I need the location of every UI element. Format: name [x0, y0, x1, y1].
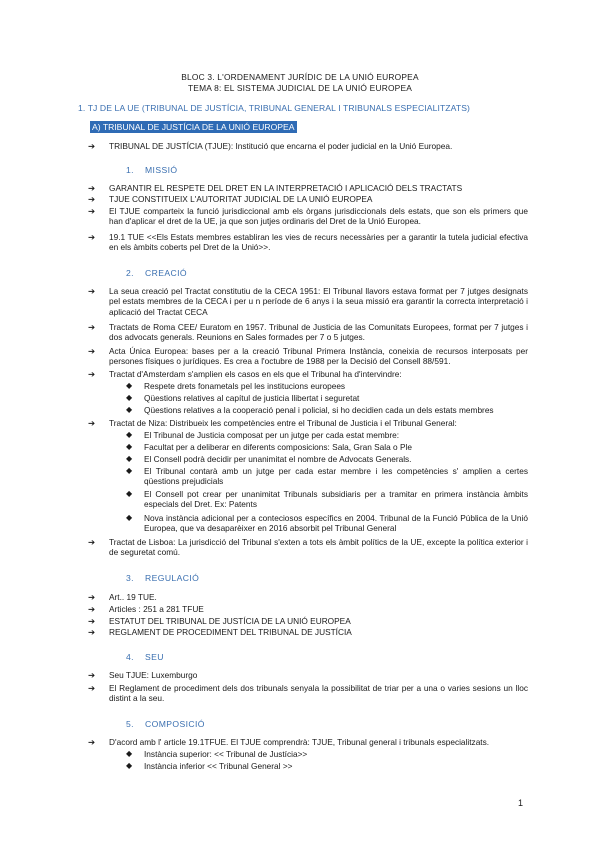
arrow-icon: ➔ — [88, 183, 95, 193]
sub-list-item: ◆ El Consell pot crear per unanimitat Tribunals subsidiaris per a tramitar en primera instància àmbits especials del Dret. Ex: Patents — [126, 489, 528, 510]
list-item: ➔ ESTATUT DEL TRIBUNAL DE JUSTÍCIA DE LA UNIÓ EUROPEA — [88, 616, 351, 626]
arrow-icon: ➔ — [88, 616, 95, 626]
sub-list-item: ◆ Instància inferior << Tribunal General >> — [126, 761, 293, 771]
list-item: ➔ REGLAMENT DE PROCEDIMENT DEL TRIBUNAL DE JUSTÍCIA — [88, 627, 352, 637]
arrow-icon: ➔ — [88, 737, 95, 747]
arrow-icon: ➔ — [88, 683, 95, 693]
list-item: ➔ TJUE CONSTITUEIX L'AUTORITAT JUDICIAL DE LA UNIÓ EUROPEA — [88, 194, 373, 204]
arrow-icon: ➔ — [88, 369, 95, 379]
arrow-icon: ➔ — [88, 418, 95, 428]
sub-list-item: ◆ Qüestions relatives a la cooperació penal i policial, si ho decidien cada un dels estats membres — [126, 405, 494, 415]
sub-list-item: ◆ El Tribunal contarà amb un jutge per cada estar membre i les competències s' amplien a certes qüestions prejudicials — [126, 466, 528, 487]
header-bloc-title: BLOC 3. L'ORDENAMENT JURÍDIC DE LA UNIÓ EUROPEA — [181, 72, 419, 82]
sub-list-item: ◆ Nova instància adicional per a conteciosos específics en 2004. Tribunal de la Funció Pública de la Unió Europea, que va desaparèixer en 2016 absorbit pel Tribunal General — [126, 513, 528, 534]
list-item: ➔ El TJUE comparteix la funció jurisdiccional amb els òrgans jurisdiccionals dels estats, que son els primers que han d'aplicar el dret de la UE, ja que son jutjes ordinaris del Dret de la Unió Europea. — [88, 206, 528, 227]
header-tema-title: TEMA 8: EL SISTEMA JUDICIAL DE LA UNIÓ EUROPEA — [187, 83, 413, 93]
list-item: ➔ TRIBUNAL DE JUSTÍCIA (TJUE): Institució que encarna el poder judicial en la Unió Europea. — [88, 141, 453, 151]
diamond-bullet-icon: ◆ — [126, 513, 133, 522]
section-heading-creacio: 2. CREACIÓ — [126, 268, 187, 278]
arrow-icon: ➔ — [88, 232, 95, 242]
arrow-icon: ➔ — [88, 537, 95, 547]
arrow-icon: ➔ — [88, 206, 95, 216]
section-heading-seu: 4. SEU — [126, 652, 164, 662]
arrow-icon: ➔ — [88, 286, 95, 296]
list-item: ➔ Articles : 251 a 281 TFUE — [88, 604, 204, 614]
diamond-bullet-icon: ◆ — [126, 405, 133, 414]
sub-list-item: ◆ Facultat per a deliberar en diferents composicions: Sala, Gran Sala o Ple — [126, 442, 412, 452]
diamond-bullet-icon: ◆ — [126, 381, 133, 390]
arrow-icon: ➔ — [88, 592, 95, 602]
arrow-icon: ➔ — [88, 194, 95, 204]
list-item: ➔ Art.. 19 TUE. — [88, 592, 157, 602]
section-heading-composicio: 5. COMPOSICIÓ — [126, 719, 205, 729]
arrow-icon: ➔ — [88, 604, 95, 614]
list-item: ➔ Acta Única Europea: bases per a la creació Tribunal Primera Instància, coneixia de recursos interposats per persones físiques o jurídiques. Es crea a l'octubre de 1988 per la Decisió del Consell 88/591. — [88, 346, 528, 367]
diamond-bullet-icon: ◆ — [126, 442, 133, 451]
list-item: ➔ Seu TJUE: Luxemburgo — [88, 670, 198, 680]
list-item: ➔ D'acord amb l' article 19.1TFUE. El TJUE comprendrà: TJUE, Tribunal general i tribunals especialitzats. — [88, 737, 490, 747]
diamond-bullet-icon: ◆ — [126, 489, 133, 498]
diamond-bullet-icon: ◆ — [126, 466, 133, 475]
list-item: ➔ Tractat d'Amsterdam s'amplien els casos en els que el Tribunal ha d'intervindre: — [88, 369, 402, 379]
arrow-icon: ➔ — [88, 322, 95, 332]
list-item: ➔ El Reglament de procediment dels dos tribunals senyala la possibilitat de triar per a una o varies sesions un lloc distint a la seu. — [88, 683, 528, 704]
arrow-icon: ➔ — [88, 346, 95, 356]
sub-list-item: ◆ El Consell podrà decidir per unanimitat el nombre de Advocats Generals. — [126, 454, 412, 464]
list-item: ➔ La seua creació pel Tractat constitutiu de la CECA 1951: El Tribunal llavors estava format per 7 jutges designats pel estats membres de la CECA i per u n període de 6 anys i la seua missió era garantir la correcta interpretació i aplicació del Tractat CECA — [88, 286, 528, 317]
heading-subsection-a: A) TRIBUNAL DE JUSTÍCIA DE LA UNIÓ EUROPEA — [90, 121, 297, 133]
arrow-icon: ➔ — [88, 141, 95, 151]
sub-list-item: ◆ El Tribunal de Justicia composat per un jutge per cada estat membre: — [126, 430, 400, 440]
list-item: ➔ Tractats de Roma CEE/ Euratom en 1957. Tribunal de Justicia de las Comunitats Europees, format per 7 jutges i dos advocats generals. Reunions en Sales formades per 7 o 5 jutges. — [88, 322, 528, 343]
sub-list-item: ◆ Instància superior: << Tribunal de Justícia>> — [126, 749, 308, 759]
diamond-bullet-icon: ◆ — [126, 761, 133, 770]
sub-list-item: ◆ Qüestions relatives al capítul de justicia llibertat i seguretat — [126, 393, 360, 403]
diamond-bullet-icon: ◆ — [126, 749, 133, 758]
list-item: ➔ 19.1 TUE <<Els Estats membres establiran les vies de recurs necessàries per a garantir la tutela judicial efectiva en els àmbits coberts pel Dret de la Unió>>. — [88, 232, 528, 253]
list-item: ➔ Tractat de Niza: Distribueix les competències entre el Tribunal de Justicia i el Tribunal General: — [88, 418, 457, 428]
diamond-bullet-icon: ◆ — [126, 430, 133, 439]
arrow-icon: ➔ — [88, 627, 95, 637]
section-heading-missio: 1. MISSIÓ — [126, 165, 178, 175]
page-number: 1 — [518, 798, 524, 808]
heading-section-1: 1. TJ DE LA UE (TRIBUNAL DE JUSTÍCIA, TRIBUNAL GENERAL I TRIBUNALS ESPECIALITZATS) — [78, 103, 470, 113]
diamond-bullet-icon: ◆ — [126, 393, 133, 402]
sub-list-item: ◆ Respete drets fonametals pel les institucions europees — [126, 381, 346, 391]
diamond-bullet-icon: ◆ — [126, 454, 133, 463]
section-heading-regulacio: 3. REGULACIÓ — [126, 573, 200, 583]
list-item: ➔ Tractat de Lisboa: La jurisdicció del Tribunal s'exten a tots els àmbit polítics de la UE, excepte la política exterior i de seguretat comú. — [88, 537, 528, 558]
list-item: ➔ GARANTIR EL RESPETE DEL DRET EN LA INTERPRETACIÓ I APLICACIÓ DELS TRACTATS — [88, 183, 463, 193]
arrow-icon: ➔ — [88, 670, 95, 680]
